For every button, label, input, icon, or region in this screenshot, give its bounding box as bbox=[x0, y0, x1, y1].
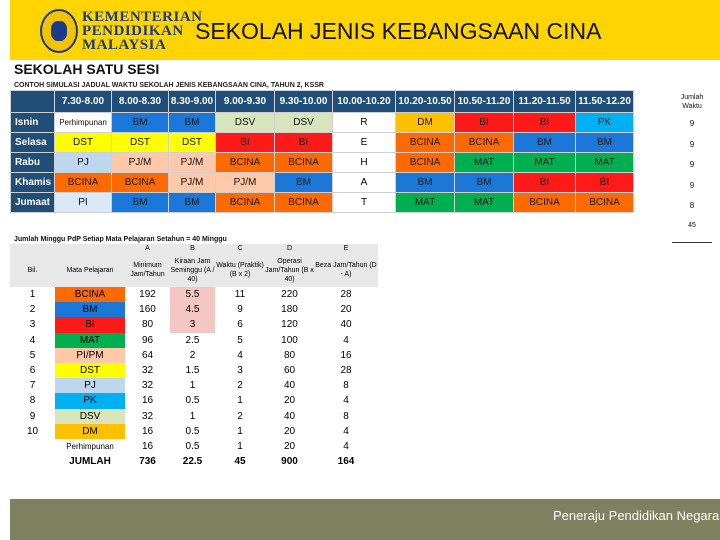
subject-hours-table bbox=[10, 244, 378, 469]
subject-value: 2 bbox=[237, 380, 243, 392]
jumlah-total: 45 bbox=[672, 222, 712, 244]
subject-name: BI bbox=[55, 317, 125, 332]
subject-value: 40 bbox=[283, 380, 296, 392]
day-label: Jumaat bbox=[11, 193, 55, 213]
day-row bbox=[11, 113, 634, 133]
subject-value: 11 bbox=[234, 289, 246, 301]
lesson-cell: BCINA bbox=[275, 193, 333, 213]
subject-column-header: Waktu (Praktik) (B x 2) bbox=[215, 253, 265, 287]
schedule-title: CONTOH SIMULASI JADUAL WAKTU SEKOLAH JENIS KEBANGSAAN CINA, TAHUN 2, KSSR bbox=[14, 82, 324, 89]
subject-value: 5 bbox=[29, 349, 36, 361]
page-subtitle: SEKOLAH SATU SESI bbox=[14, 61, 160, 77]
lesson-cell: Perhimpunan bbox=[55, 113, 112, 133]
column-letter: C bbox=[215, 244, 265, 253]
subject-value: 160 bbox=[139, 304, 156, 316]
subject-value: 28 bbox=[340, 365, 352, 377]
subject-row bbox=[10, 333, 378, 348]
subject-row bbox=[10, 424, 378, 439]
total-value: 45 bbox=[234, 456, 246, 468]
rehat-cell: H bbox=[333, 153, 396, 173]
subject-value: 120 bbox=[281, 319, 298, 331]
subject-value: 8 bbox=[343, 380, 349, 392]
subject-value: 2.5 bbox=[185, 334, 200, 346]
subject-value: 20 bbox=[283, 425, 296, 437]
rehat-cell: T bbox=[333, 193, 396, 213]
subject-column-header: Beza Jam/Tahun (D - A) bbox=[314, 253, 378, 287]
subject-name: PK bbox=[55, 393, 125, 408]
subject-column-header: Bil. bbox=[10, 253, 55, 287]
lesson-cell: MAT bbox=[514, 153, 576, 173]
jumlah-value: 9 bbox=[689, 119, 695, 128]
lesson-cell: DST bbox=[55, 133, 112, 153]
time-slot-header: 8.00-8.30 bbox=[112, 91, 169, 113]
lesson-cell: BI bbox=[576, 173, 634, 193]
day-label: Selasa bbox=[11, 133, 55, 153]
lesson-cell: BM bbox=[169, 113, 216, 133]
time-slot-header: 8.30-9.00 bbox=[169, 91, 216, 113]
subject-value: 4 bbox=[343, 334, 349, 346]
time-slot-header: 9.30-10.00 bbox=[275, 91, 333, 113]
subject-value: 4.5 bbox=[170, 302, 215, 317]
column-letter: D bbox=[265, 244, 314, 253]
lesson-cell: BM bbox=[112, 193, 169, 213]
subject-value: 3 bbox=[170, 317, 215, 332]
column-letter: A bbox=[125, 244, 170, 253]
rehat-cell: R bbox=[333, 113, 396, 133]
empty-cell bbox=[55, 244, 125, 253]
footer-tagline: Peneraju Pendidikan Negara bbox=[553, 508, 720, 523]
lesson-cell: BI bbox=[455, 113, 514, 133]
lesson-cell: DST bbox=[112, 133, 169, 153]
corner-cell bbox=[11, 91, 55, 113]
time-slot-header: 9.00-9.30 bbox=[216, 91, 275, 113]
subject-value: 1 bbox=[237, 440, 243, 452]
lesson-cell: PJ bbox=[55, 153, 112, 173]
subject-value: 20 bbox=[283, 440, 296, 452]
subject-value: 8 bbox=[343, 410, 349, 422]
subject-value: 1 bbox=[237, 395, 243, 407]
subject-value: 16 bbox=[141, 395, 154, 407]
lesson-cell: BI bbox=[216, 133, 275, 153]
subject-name: BCINA bbox=[55, 287, 125, 302]
subject-value: 3 bbox=[237, 365, 243, 377]
subject-value: 0.5 bbox=[185, 425, 200, 437]
day-row bbox=[11, 193, 634, 213]
subject-value: 80 bbox=[283, 349, 296, 361]
lesson-cell: MAT bbox=[396, 193, 455, 213]
total-value bbox=[10, 454, 55, 469]
lesson-cell: PK bbox=[576, 113, 634, 133]
subject-value: 60 bbox=[283, 365, 296, 377]
lesson-cell: BCINA bbox=[216, 153, 275, 173]
subject-value: 9 bbox=[237, 304, 243, 316]
time-slot-header: 10.20-10.50 bbox=[396, 91, 455, 113]
column-letter: E bbox=[314, 244, 378, 253]
lesson-cell: BCINA bbox=[396, 133, 455, 153]
subject-value: 4 bbox=[343, 395, 349, 407]
subject-value: 64 bbox=[141, 349, 154, 361]
subject-column-header: Kiraan Jam Seminggu (A / 40) bbox=[170, 253, 215, 287]
crest-icon bbox=[40, 9, 78, 53]
lesson-cell: PJ/M bbox=[169, 153, 216, 173]
total-value: JUMLAH bbox=[69, 456, 111, 468]
lesson-cell: BCINA bbox=[275, 153, 333, 173]
subject-value: 20 bbox=[340, 304, 352, 316]
subject-value: 0.5 bbox=[185, 440, 200, 452]
subject-value: 2 bbox=[189, 349, 196, 361]
total-row bbox=[10, 454, 378, 469]
lesson-cell: BCINA bbox=[216, 193, 275, 213]
subject-row bbox=[10, 317, 378, 332]
subject-name: DM bbox=[55, 424, 125, 439]
subject-value: 16 bbox=[141, 425, 154, 437]
subject-value: 4 bbox=[29, 334, 36, 346]
lesson-cell: DM bbox=[396, 113, 455, 133]
subject-row bbox=[10, 302, 378, 317]
subject-name: PJ bbox=[55, 378, 125, 393]
subject-row bbox=[10, 393, 378, 408]
day-row bbox=[11, 133, 634, 153]
subject-value: 40 bbox=[340, 319, 352, 331]
lesson-cell: MAT bbox=[576, 153, 634, 173]
lesson-cell: BI bbox=[514, 113, 576, 133]
subject-row bbox=[10, 363, 378, 378]
total-value: 900 bbox=[281, 456, 298, 468]
logo-text: KEMENTERIAN PENDIDIKAN MALAYSIA bbox=[82, 9, 203, 53]
total-value: 164 bbox=[337, 456, 355, 468]
jumlah-waktu-header: Jumlah Waktu bbox=[680, 94, 704, 110]
subject-row bbox=[10, 348, 378, 363]
subject-value: 6 bbox=[29, 365, 36, 377]
subject-value: 1 bbox=[237, 425, 243, 437]
jumlah-value: 9 bbox=[689, 160, 695, 169]
subject-header-row bbox=[10, 253, 378, 287]
day-row bbox=[11, 153, 634, 173]
subject-value: 32 bbox=[141, 365, 154, 377]
time-slot-header: 11.50-12.20 bbox=[576, 91, 634, 113]
subject-value: 10 bbox=[26, 425, 39, 437]
subject-row bbox=[10, 287, 378, 302]
day-label: Isnin bbox=[11, 113, 55, 133]
timetable bbox=[10, 90, 634, 213]
subject-value: 7 bbox=[29, 380, 36, 392]
subject-value: 100 bbox=[281, 334, 298, 346]
column-letter-row bbox=[10, 244, 378, 253]
subject-value: 32 bbox=[141, 380, 154, 392]
jumlah-waktu-column bbox=[672, 93, 712, 243]
lesson-cell: BCINA bbox=[576, 193, 634, 213]
lesson-cell: PJ/M bbox=[169, 173, 216, 193]
subject-value: 1.5 bbox=[185, 365, 200, 377]
day-label: Rabu bbox=[11, 153, 55, 173]
subject-value: 192 bbox=[139, 289, 156, 301]
subject-value: 220 bbox=[281, 289, 298, 301]
jumlah-value: 9 bbox=[689, 139, 695, 149]
time-slot-header: 10.00-10.20 bbox=[333, 91, 396, 113]
time-slot-header: 7.30-8.00 bbox=[55, 91, 112, 113]
subject-name: MAT bbox=[55, 333, 125, 348]
page-title: SEKOLAH JENIS KEBANGSAAN CINA bbox=[195, 18, 602, 44]
subject-value: 80 bbox=[141, 319, 154, 331]
subject-value: 0.5 bbox=[185, 395, 200, 407]
lesson-cell: BCINA bbox=[112, 173, 169, 193]
jumlah-value: 8 bbox=[689, 201, 695, 210]
day-row bbox=[11, 173, 634, 193]
subject-row bbox=[10, 439, 378, 454]
lesson-cell: BI bbox=[514, 173, 576, 193]
subject-value: 1 bbox=[189, 410, 196, 422]
total-value: 736 bbox=[139, 456, 156, 468]
lesson-cell: BM bbox=[169, 193, 216, 213]
total-value: 22.5 bbox=[182, 456, 203, 468]
column-letter: B bbox=[170, 244, 215, 253]
weeks-note: Jumlah Minggu PdP Setiap Mata Pelajaran Setahun = 40 Minggu bbox=[14, 236, 227, 243]
lesson-cell: PI bbox=[55, 193, 112, 213]
lesson-cell: DST bbox=[169, 133, 216, 153]
subject-value: 3 bbox=[29, 319, 36, 331]
lesson-cell: BM bbox=[455, 173, 514, 193]
subject-value: 8 bbox=[29, 395, 36, 407]
subject-row bbox=[10, 409, 378, 424]
lesson-cell: MAT bbox=[455, 153, 514, 173]
subject-row bbox=[10, 378, 378, 393]
lesson-cell: BM bbox=[396, 173, 455, 193]
subject-value: 2 bbox=[237, 410, 243, 422]
lesson-cell: BCINA bbox=[514, 193, 576, 213]
subject-value: 1 bbox=[189, 380, 196, 392]
subject-value: 4 bbox=[343, 440, 349, 452]
subject-column-header: Minimum Jam/Tahun bbox=[125, 253, 170, 287]
subject-value: 96 bbox=[141, 334, 154, 346]
subject-value: 40 bbox=[283, 410, 296, 422]
subject-column-header: Mata Pelajaran bbox=[55, 253, 125, 287]
subject-value: 32 bbox=[141, 410, 154, 422]
lesson-cell: BCINA bbox=[396, 153, 455, 173]
lesson-cell: BM bbox=[514, 133, 576, 153]
rehat-cell: E bbox=[333, 133, 396, 153]
subject-value: 4 bbox=[237, 349, 243, 361]
jumlah-value: 9 bbox=[689, 180, 695, 190]
time-slot-header: 10.50-11.20 bbox=[455, 91, 514, 113]
lesson-cell: BI bbox=[275, 133, 333, 153]
subject-column-header: Operasi Jam/Tahun (B x 40) bbox=[265, 253, 314, 287]
subject-value: 9 bbox=[29, 410, 36, 422]
day-label: Khamis bbox=[11, 173, 55, 193]
subject-value: 180 bbox=[281, 304, 298, 316]
lesson-cell: BM bbox=[275, 173, 333, 193]
subject-name: DSV bbox=[55, 409, 125, 424]
subject-value: 4 bbox=[343, 425, 349, 437]
empty-cell bbox=[10, 244, 55, 253]
time-slot-header: 11.20-11.50 bbox=[514, 91, 576, 113]
subject-name: PI/PM bbox=[55, 348, 125, 363]
subject-value bbox=[10, 439, 55, 454]
subject-value: 28 bbox=[340, 289, 352, 301]
ministry-logo bbox=[30, 5, 203, 57]
lesson-cell: BCINA bbox=[455, 133, 514, 153]
subject-name: Perhimpunan bbox=[55, 439, 125, 454]
rehat-cell: A bbox=[333, 173, 396, 193]
lesson-cell: PJ/M bbox=[112, 153, 169, 173]
subject-name: DST bbox=[55, 363, 125, 378]
lesson-cell: PJ/M bbox=[216, 173, 275, 193]
subject-value: 5 bbox=[237, 334, 243, 346]
subject-value: 6 bbox=[237, 319, 243, 331]
lesson-cell: DSV bbox=[216, 113, 275, 133]
lesson-cell: BM bbox=[112, 113, 169, 133]
lesson-cell: BM bbox=[576, 133, 634, 153]
subject-value: 16 bbox=[340, 349, 352, 361]
subject-name: BM bbox=[55, 302, 125, 317]
subject-value: 5.5 bbox=[170, 287, 215, 302]
subject-value: 1 bbox=[29, 289, 36, 301]
subject-value: 2 bbox=[29, 304, 36, 316]
subject-value: 16 bbox=[141, 440, 154, 452]
timetable-header-row bbox=[11, 91, 634, 113]
lesson-cell: MAT bbox=[455, 193, 514, 213]
lesson-cell: DSV bbox=[275, 113, 333, 133]
subject-value: 20 bbox=[283, 395, 296, 407]
lesson-cell: BCINA bbox=[55, 173, 112, 193]
